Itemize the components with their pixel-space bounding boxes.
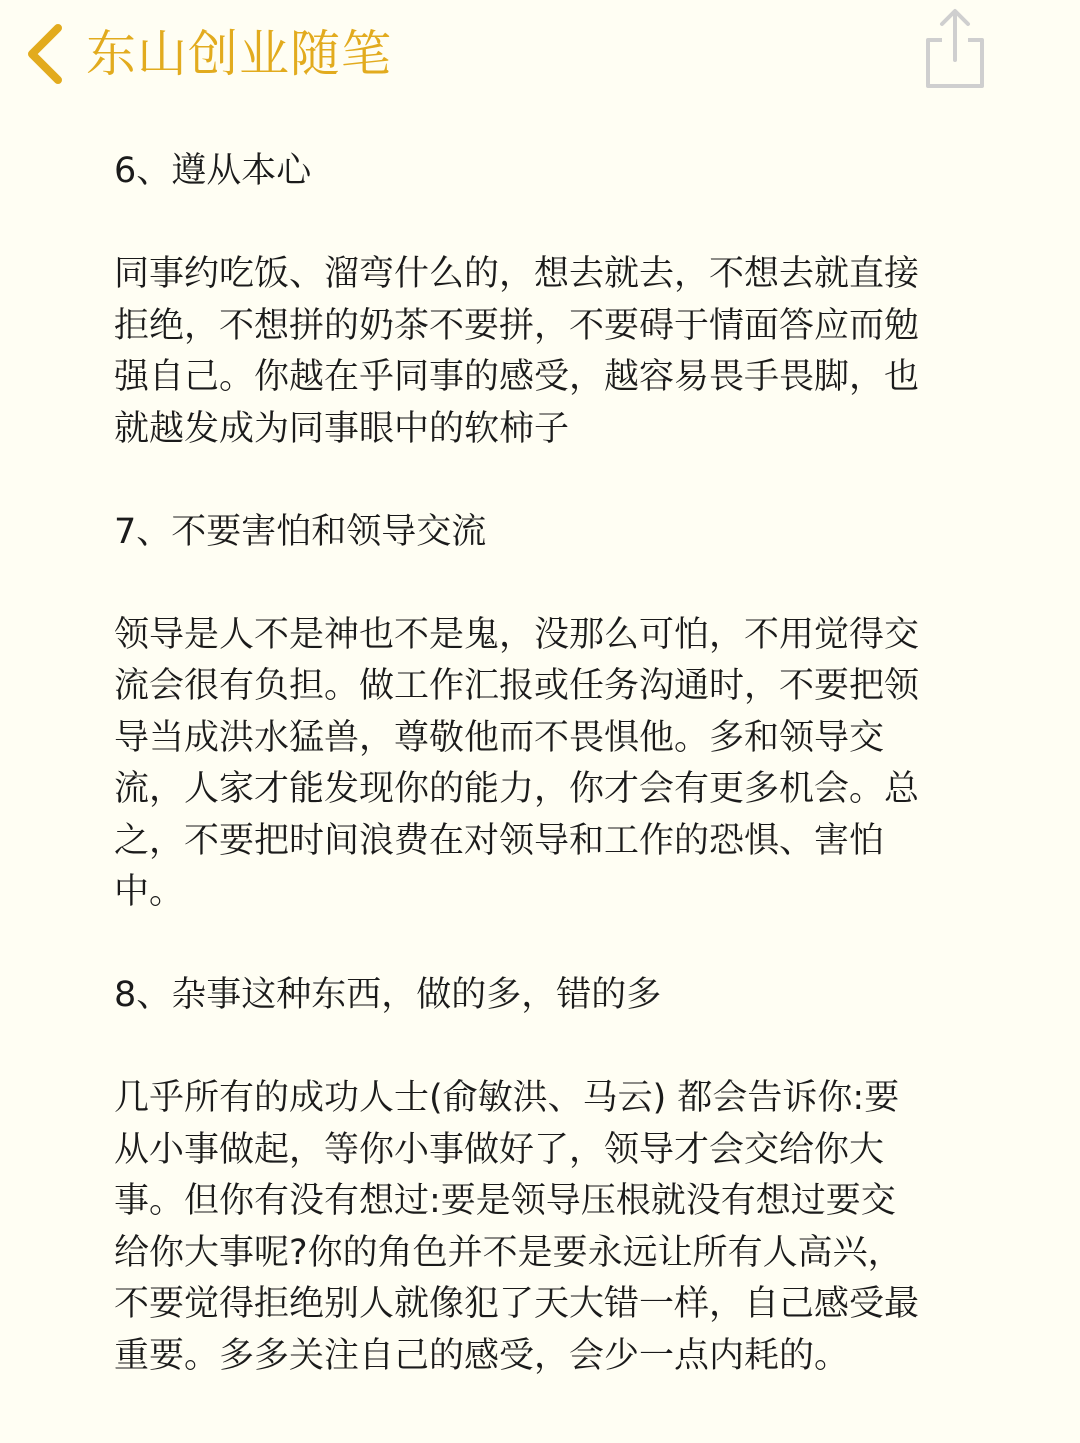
paragraph-line: 就越发成为同事眼中的软柿子	[114, 408, 570, 449]
paragraph-line: 重要。多多关注自己的感受，会少一点内耗的。	[114, 1335, 850, 1376]
paragraph-line: 事。但你有没有想过:要是领导压根就没有想过要交	[114, 1181, 896, 1221]
paragraph-line: 几乎所有的成功人士(俞敏洪、马云) 都会告诉你:要	[114, 1078, 900, 1118]
paragraph-line: 强自己。你越在乎同事的感受，越容易畏手畏脚，也	[114, 357, 920, 397]
paragraph-line: 之，不要把时间浪费在对领导和工作的恐惧、害怕	[114, 820, 885, 861]
paragraph-line: 拒绝，不想拼的奶茶不要拼，不要碍于情面答应而勉	[114, 305, 920, 346]
paragraph-line: 流会很有负担。做工作汇报或任务沟通时，不要把领	[114, 666, 920, 706]
paragraph	[114, 249, 994, 455]
navigation-bar	[0, 0, 1080, 110]
paragraph-line: 流，人家才能发现你的能力，你才会有更多机会。总	[114, 769, 920, 809]
share-button[interactable]	[918, 6, 990, 92]
share-icon	[918, 6, 990, 92]
paragraph-line: 给你大事呢?你的角色并不是要永远让所有人高兴，	[114, 1232, 903, 1273]
paragraph-line: 领导是人不是神也不是鬼，没那么可怕，不用觉得交	[114, 614, 920, 655]
paragraph	[114, 610, 994, 919]
paragraph-line: 从小事做起，等你小事做好了，领导才会交给你大	[114, 1129, 885, 1170]
chevron-left-icon	[22, 22, 66, 86]
page-title: 东山创业随笔	[86, 25, 392, 83]
paragraph-line: 中。	[114, 872, 185, 912]
back-button[interactable]	[22, 14, 392, 94]
paragraph-line: 不要觉得拒绝别人就像犯了天大错一样，自己感受最	[114, 1284, 920, 1324]
paragraph-line: 导当成洪水猛兽，尊敬他而不畏惧他。多和领导交	[114, 717, 885, 758]
article-body	[114, 146, 994, 1434]
section-heading: 8、杂事这种东西，做的多，错的多	[114, 975, 662, 1015]
section-heading: 7、不要害怕和领导交流	[114, 511, 487, 552]
section-heading: 6、遵从本心	[114, 151, 312, 191]
paragraph	[114, 1073, 994, 1382]
paragraph-line: 同事约吃饭、溜弯什么的，想去就去，不想去就直接	[114, 254, 920, 294]
